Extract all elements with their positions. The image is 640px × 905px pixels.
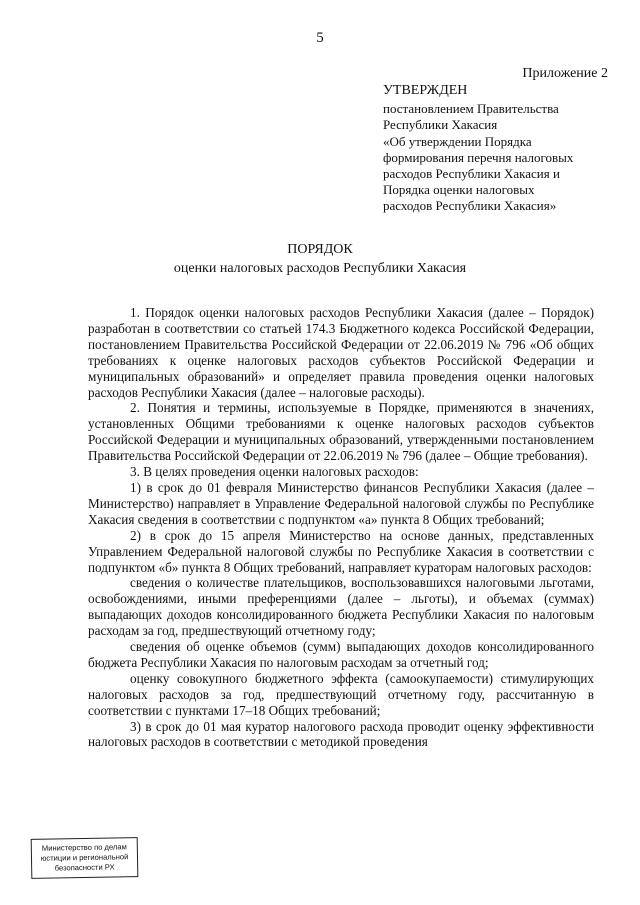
approval-line: формирования перечня налоговых [383,149,574,165]
approval-line: Порядка оценки налоговых [383,182,535,198]
paragraph: 3) в срок до 01 мая куратор налогового расхода проводит оценку эффективности налоговых расходов в соответствии с методикой проведения [88,718,594,750]
paragraph: 3. В целях проведения оценки налоговых расходов: [130,464,419,480]
paragraph: сведения об оценке объемов (сумм) выпадающих доходов консолидированного бюджета Республики Хакасия по налоговым расходам за отчетный год; [88,639,594,670]
stamp-line: юстиции и региональной [40,852,129,863]
paragraph: 2. Понятия и термины, используемые в Порядке, применяются в значениях, установленных Общими требованиями к оценке налоговых расходов субъектов Российской Федерации и муниципальных образований, утвержденными постановлением Правительства Российской Федерации от 22.06.2019 № 796 (далее – Общие требования). [88,400,594,464]
approval-line: постановлением Правительства [383,101,559,117]
document-title [0,240,640,278]
approval-line: «Об утверждении Порядка [383,133,532,149]
title-subheading: оценки налоговых расходов Республики Хакасия [173,261,467,276]
stamp-line: Министерство по делам [41,842,127,853]
paragraph: 1) в срок до 01 февраля Министерство финансов Республики Хакасия (далее – Министерство) направляет в Управление Федеральной налоговой службы по Республике Хакасия сведения в соответствии с подпунктом «а» пункта 8 Общих требований; [88,479,594,527]
registration-stamp [31,837,139,879]
approval-block [383,83,613,215]
page-number: 5 [316,30,324,46]
title-heading: ПОРЯДОК [287,242,353,257]
approval-line: расходов Республики Хакасия» [383,198,557,214]
paragraph: 1. Порядок оценки налоговых расходов Республики Хакасия (далее – Порядок) разработан в соответствии со статьей 174.3 Бюджетного кодекса Российской Федерации, постановлением Правительства Российской Федерации от 22.06.2019 № 796 «Об общих требованиях к оценке налоговых расходов субъектов Российской Федерации и муниципальных образований» и определяет правила проведения оценки налоговых расходов Республики Хакасия (далее – налоговые расходы). [88,305,594,400]
approval-heading: УТВЕРЖДЕН [383,83,468,98]
approval-line: Республики Хакасия [383,117,498,133]
approval-line: расходов Республики Хакасия и [383,166,560,182]
paragraph: оценку совокупного бюджетного эффекта (самоокупаемости) стимулирующих налоговых расходов за год, предшествующий отчетному году, рассчитанную в соответствии с пунктами 17–18 Общих требований; [88,670,594,718]
appendix-label: Приложение 2 [522,66,608,81]
stamp-line: безопасности РХ [54,862,115,873]
document-body [88,305,594,750]
paragraph: сведения о количестве плательщиков, воспользовавшихся налоговыми льготами, освобождениями, иными преференциями (далее – льготы), и объемах (суммах) выпадающих доходов консолидированного бюджета Республики Хакасия по налоговым расходам за год, предшествующий отчетному году; [88,575,594,639]
paragraph: 2) в срок до 15 апреля Министерство на основе данных, представленных Управлением Федеральной налоговой службы по Республике Хакасия в соответствии с подпунктом «б» пункта 8 Общих требований, направляет кураторам налоговых расходов: [88,527,594,575]
